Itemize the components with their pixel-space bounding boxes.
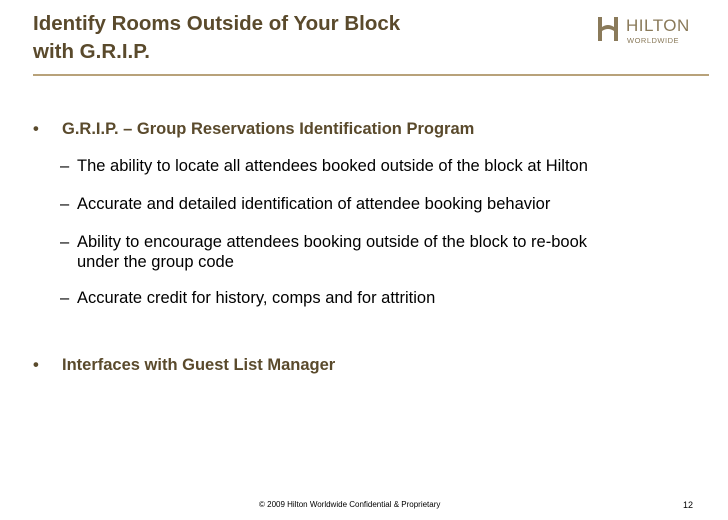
slide-title <box>33 10 593 66</box>
sub-item <box>60 194 550 214</box>
sub-text: Accurate credit for history, comps and for attrition <box>77 289 436 307</box>
sub-item <box>60 288 435 308</box>
sub-item <box>60 232 587 272</box>
title-divider <box>33 74 709 76</box>
page-number: 12 <box>683 500 694 510</box>
sub-text: Accurate and detailed identification of attendee booking behavior <box>77 195 551 213</box>
sub-text: Ability to encourage attendees booking outside of the block to re-book <box>77 233 588 251</box>
sub-dash: – <box>60 157 70 175</box>
sub-dash: – <box>60 233 70 251</box>
hilton-logo-icon <box>596 16 620 42</box>
hilton-logo <box>596 14 721 50</box>
footer-copyright: © 2009 Hilton Worldwide Confidential & Proprietary <box>259 500 441 509</box>
logo-name: HILTON <box>626 16 690 35</box>
sub-text-continued: under the group code <box>77 253 234 271</box>
bullet-text: G.R.I.P. – Group Reservations Identification Program <box>62 120 475 138</box>
bullet-item <box>33 120 474 139</box>
logo-sub: WORLDWIDE <box>627 36 679 45</box>
sub-text: The ability to locate all attendees booked outside of the block at Hilton <box>77 157 588 175</box>
bullet-marker: • <box>33 120 39 138</box>
sub-item <box>60 156 588 176</box>
sub-dash: – <box>60 195 70 213</box>
sub-dash: – <box>60 289 70 307</box>
title-line-1: Identify Rooms Outside of Your Block <box>33 12 401 35</box>
bullet-item <box>33 356 335 375</box>
bullet-marker: • <box>33 356 39 374</box>
title-line-2: with G.R.I.P. <box>33 40 150 63</box>
bullet-text: Interfaces with Guest List Manager <box>62 356 336 374</box>
